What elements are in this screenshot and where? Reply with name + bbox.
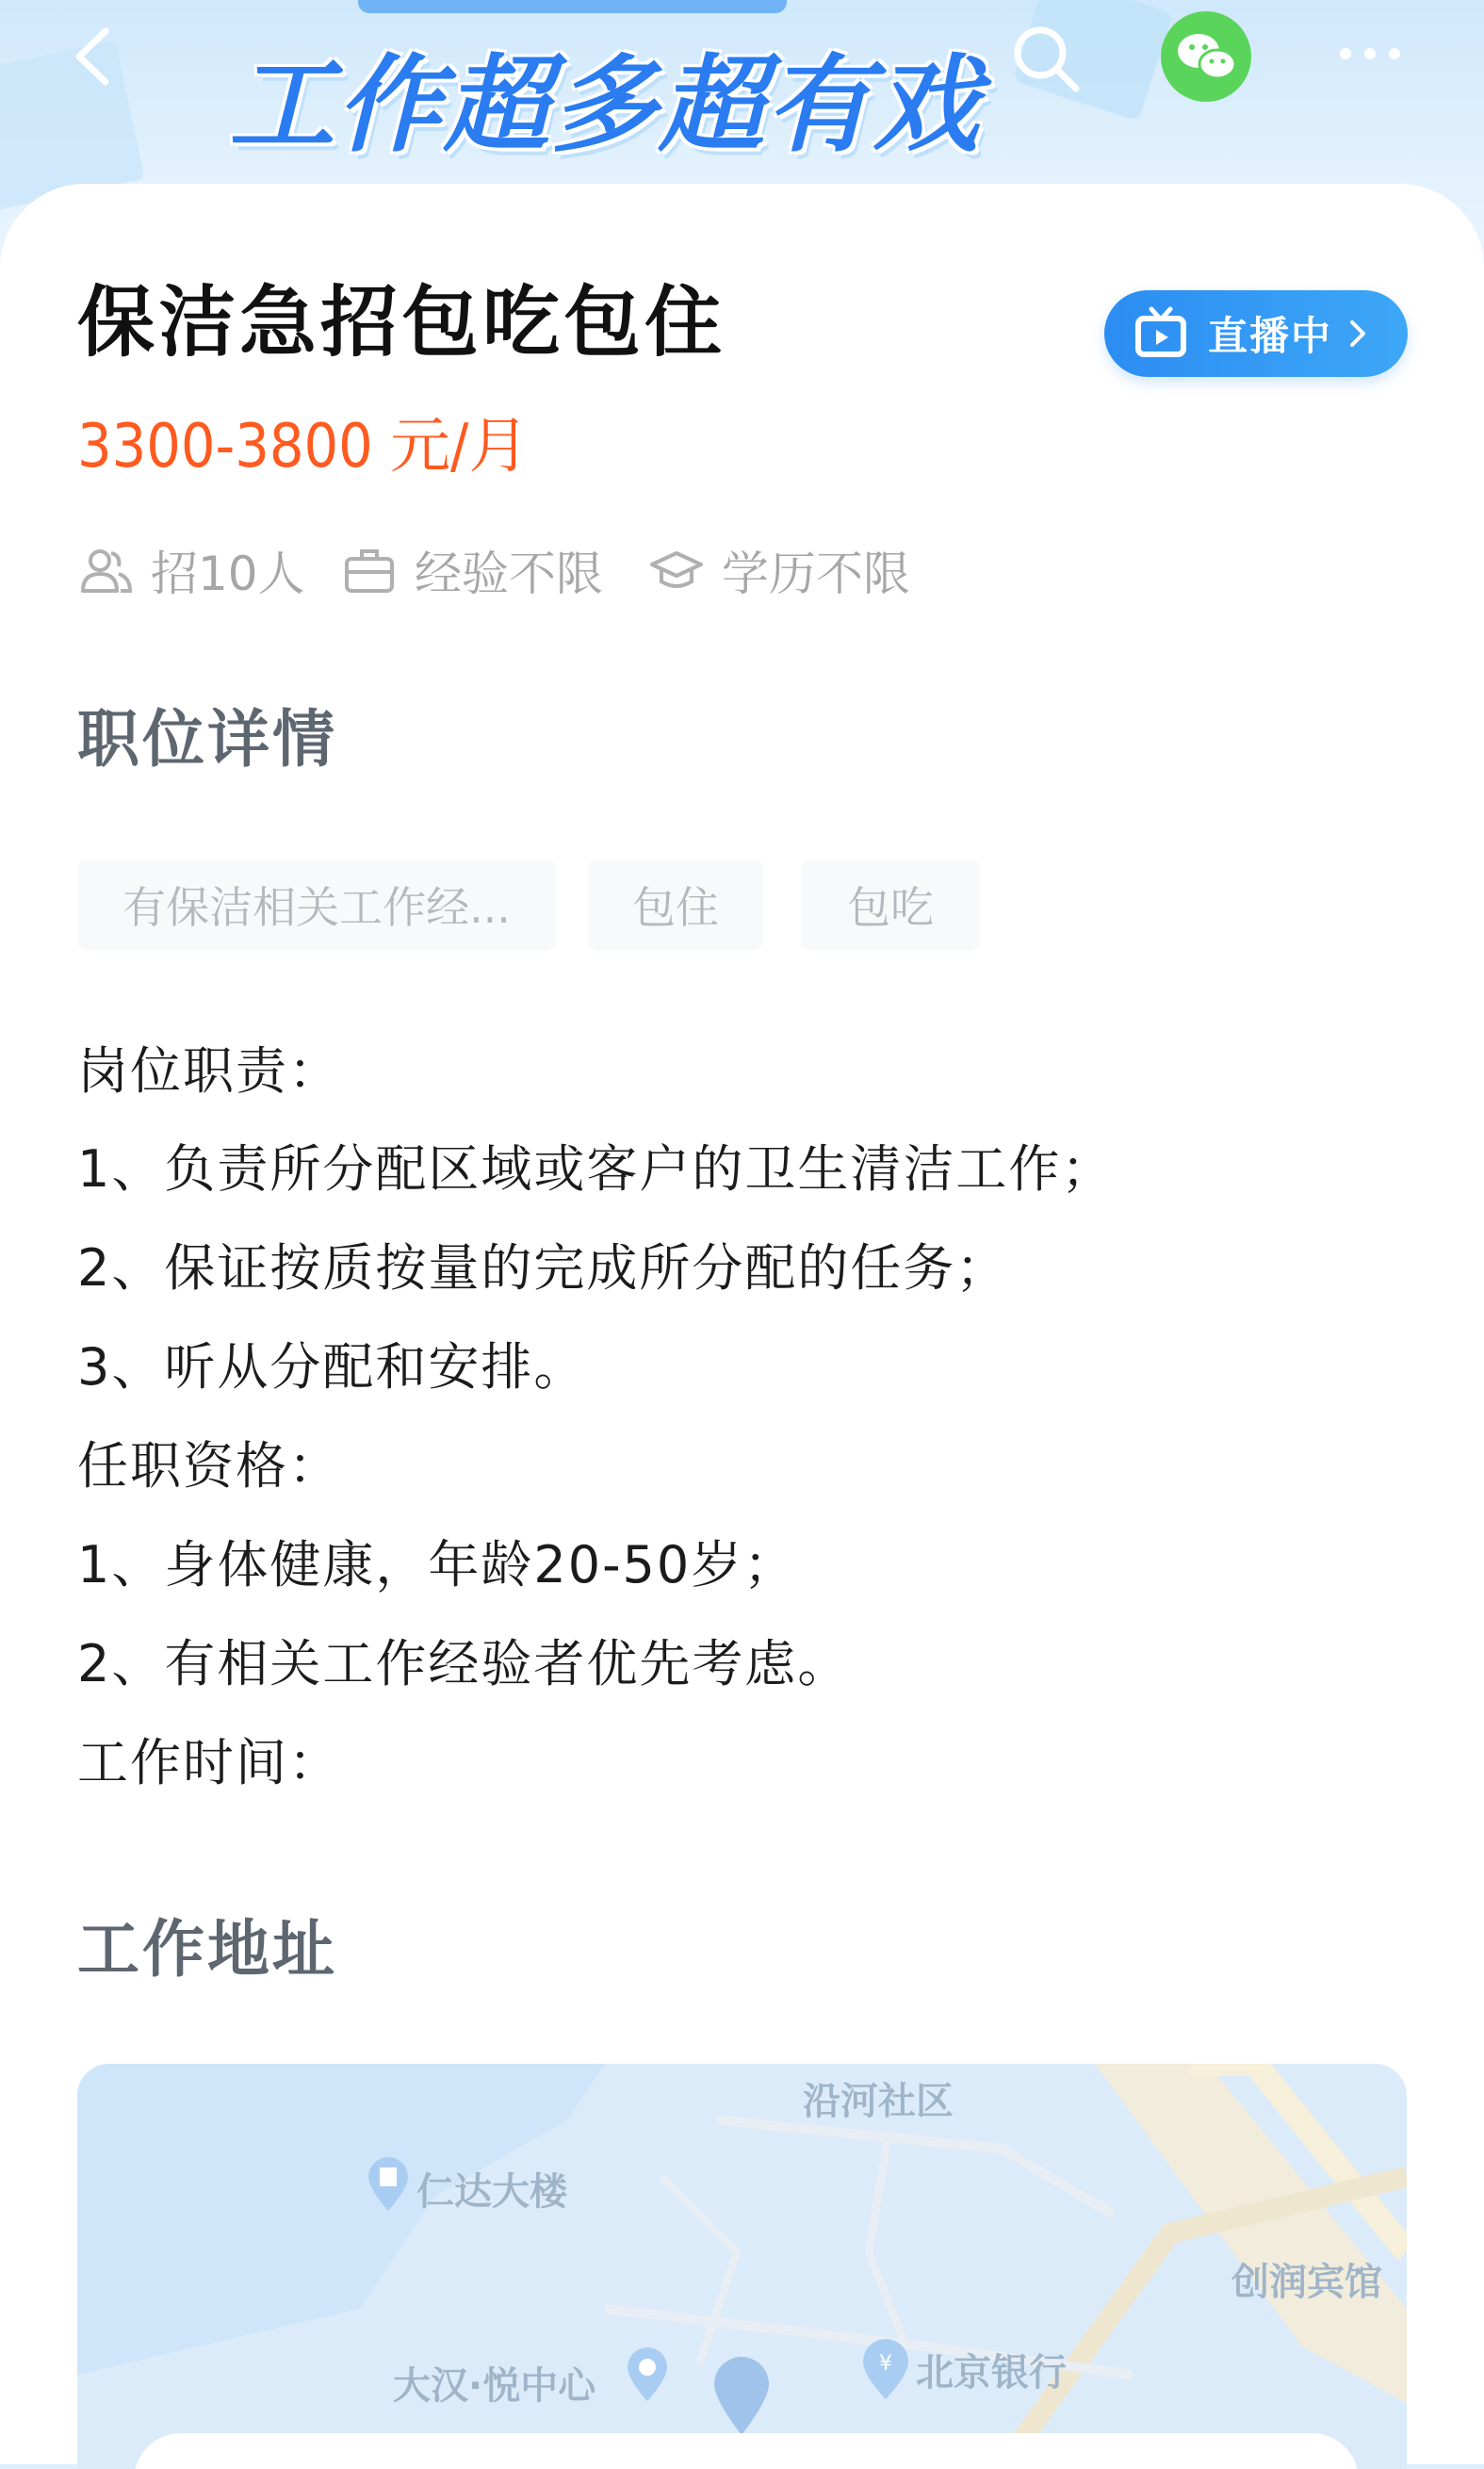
- live-label: 直播中: [1208, 313, 1333, 359]
- education-meta: [648, 537, 910, 603]
- banner-strip: [358, 0, 787, 13]
- desc-line: 2、有相关工作经验者优先考虑。: [77, 1634, 851, 1693]
- map-label: 北京银行: [916, 2351, 1067, 2395]
- briefcase-icon: [341, 542, 398, 598]
- experience-text: 经验不限: [415, 547, 603, 601]
- desc-line: 岗位职责：: [77, 1041, 341, 1101]
- desc-line: 1、身体健康，年龄20-50岁；: [77, 1535, 797, 1594]
- svg-text:¥: ¥: [879, 2352, 892, 2376]
- map-label: 仁达大楼: [416, 2170, 567, 2214]
- map-label: 创润宾馆: [1231, 2261, 1382, 2304]
- desc-line: 2、保证按质按量的完成所分配的任务；: [77, 1238, 1009, 1298]
- job-details-heading: 职位详情: [77, 703, 337, 776]
- desc-line: 任职资格：: [77, 1436, 341, 1496]
- education-text: 学历不限: [722, 547, 910, 601]
- map-label: 沿河社区: [803, 2080, 954, 2123]
- headcount-meta: [77, 537, 305, 603]
- people-icon: [77, 542, 134, 598]
- desc-line: 工作时间：: [77, 1733, 341, 1792]
- salary: 3300-3800 元/月: [77, 412, 530, 482]
- more-options-icon[interactable]: [1336, 40, 1404, 68]
- back-arrow-icon[interactable]: [66, 24, 122, 90]
- bank-pin-icon: [859, 2339, 912, 2401]
- banner-title: 工作超多超有戏: [229, 44, 981, 167]
- location-pin-icon: [710, 2356, 773, 2437]
- chevron-right-icon: [1344, 315, 1372, 352]
- address-map[interactable]: [77, 2064, 1407, 2469]
- tag-experience: 有保洁相关工作经...: [77, 859, 556, 950]
- mall-pin-icon: [624, 2346, 671, 2403]
- desc-line: 3、听从分配和安排。: [77, 1337, 587, 1397]
- wechat-share-icon[interactable]: [1161, 11, 1251, 102]
- headcount-text: 招10人: [151, 547, 305, 601]
- map-label: 大汉·悦中心: [393, 2364, 596, 2408]
- work-address-heading: 工作地址: [77, 1913, 337, 1986]
- experience-meta: [341, 537, 603, 603]
- tag-housing: 包住: [588, 859, 763, 950]
- graduation-cap-icon: [648, 542, 705, 598]
- tv-icon: [1133, 305, 1189, 362]
- live-streaming-button[interactable]: [1104, 290, 1408, 377]
- tag-meals: 包吃: [801, 859, 980, 950]
- search-icon[interactable]: [1008, 21, 1084, 96]
- building-pin-icon: [365, 2156, 412, 2213]
- desc-line: 1、负责所分配区域或客户的卫生清洁工作；: [77, 1139, 1115, 1199]
- job-title: 保洁急招包吃包住: [77, 278, 726, 368]
- map-address-card: [134, 2433, 1359, 2469]
